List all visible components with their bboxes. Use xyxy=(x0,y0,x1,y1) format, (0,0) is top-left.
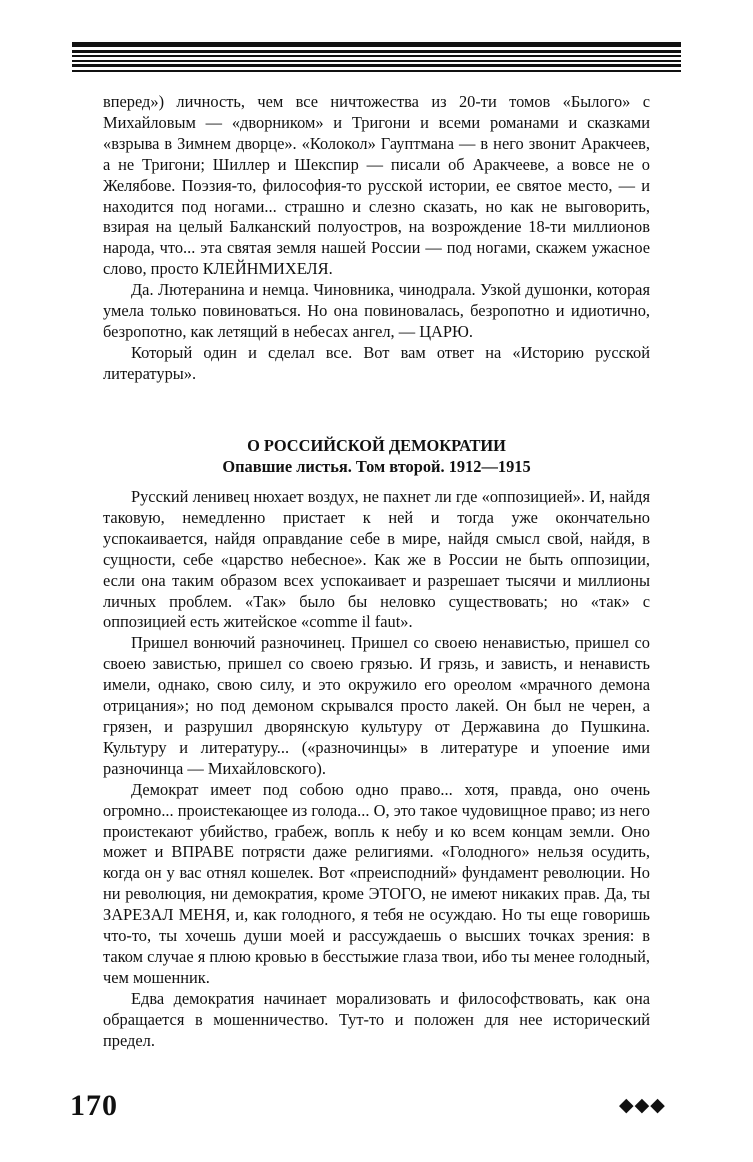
paragraph: Едва демократия начинает морализовать и философствовать, как она обращается в мошенничество. Тут-то и положен для нее исторический предел. xyxy=(103,988,650,1050)
section-heading xyxy=(103,435,650,477)
rule-line xyxy=(72,55,681,57)
rule-line xyxy=(72,50,681,53)
paragraph: Русский ленивец нюхает воздух, не пахнет ли где «оппозицией». И, найдя таковую, немедленно пристает к ней и тогда уже окончательно успокаивается, найдя оправдание себе в мире, найдя смысл свой, найдя, в сущности, себе «царство небесное». Как же в России не быть оппозиции, если она таким образом всех успокаивает и разрешает тысячи и миллионы личных проблем. «Так» было бы неловко существовать; но «так» с оппозицией есть житейское «comme il faut». xyxy=(103,487,650,632)
rule-line xyxy=(72,42,681,47)
paragraph: Да. Лютеранина и немца. Чиновника, чинодрала. Узкой душонки, которая умела только повиноваться. Но она повиновалась, безропотно и идиотично, безропотно, как летящий в небесах ангел, — ЦАРЮ. xyxy=(103,280,650,341)
diamond-ornament-icon: ◆◆◆ xyxy=(619,1095,666,1116)
section-title: О РОССИЙСКОЙ ДЕМОКРАТИИ xyxy=(247,436,506,455)
text-block-top xyxy=(103,92,650,385)
rule-line xyxy=(72,60,681,62)
rule-line xyxy=(72,64,681,67)
page-number: 170 xyxy=(70,1089,118,1122)
paragraph: Который один и сделал все. Вот вам ответ на «Историю русской литературы». xyxy=(103,342,650,383)
text-block-bottom xyxy=(103,487,650,1051)
paragraph: Демократ имеет под собою одно право... хотя, правда, оно очень огромно... проистекающее из голода... О, это такое чудовищное право; из него проистекают убийство, грабеж, вопль к небу и ко всем концам земли. Оно может и ВПРАВЕ потрясти даже религиями. «Голодного» нельзя осудить, когда он у вас отнял кошелек. Вот «преисподний» фундамент революции. Но ни революция, ни демократия, кроме ЭТОГО, не имеют никаких прав. Да, ты ЗАРЕЗАЛ МЕНЯ, и, как голодного, я тебя не осуждаю. Но ты еще говоришь что-то, ты хочешь души моей и рассуждаешь о высших точках зрения: в таком случае я плюю кровью в бесстыжие глаза твои, ибо ты менее голодный, чем мошенник. xyxy=(103,779,650,987)
paragraph: Пришел вонючий разночинец. Пришел со своею ненавистью, пришел со своею завистью, пришел со своею грязью. И грязь, и зависть, и ненависть имели, однако, свою силу, и это окружило его ореолом «мрачного демона отрицания»; но под демоном скрывался просто лакей. Он был не черен, а грязен, и разрушил дворянскую культуру от Державина до Пушкина. Культуру и литературу... («разночинцы» в литературе и упоение ими разночинца — Михайловского). xyxy=(103,633,650,778)
header-rule xyxy=(72,42,681,72)
rule-line xyxy=(72,70,681,72)
paragraph: вперед») личность, чем все ничтожества из 20-ти томов «Былого» с Михайловым — «дворником» и Тригони и всеми романами и сказками «взрыва в Зимнем дворце». «Колокол» Гауптмана — в него звонит Аракчеев, а не Тригони; Шиллер и Шекспир — писали об Аракчееве, а вовсе не о Желябове. Поэзия-то, философия-то русской истории, ее святое место, — и находится под ногами... страшно и слезно сказать, но как не выговорить, взирая на целый Балканский полуостров, на возрождение 18-ти миллионов народа, что... эта святая земля нашей России — под ногами, скажем ужасное слово, просто КЛЕЙНМИХЕЛЯ. xyxy=(103,92,650,279)
section-subtitle: Опавшие листья. Том второй. 1912—1915 xyxy=(222,457,531,476)
